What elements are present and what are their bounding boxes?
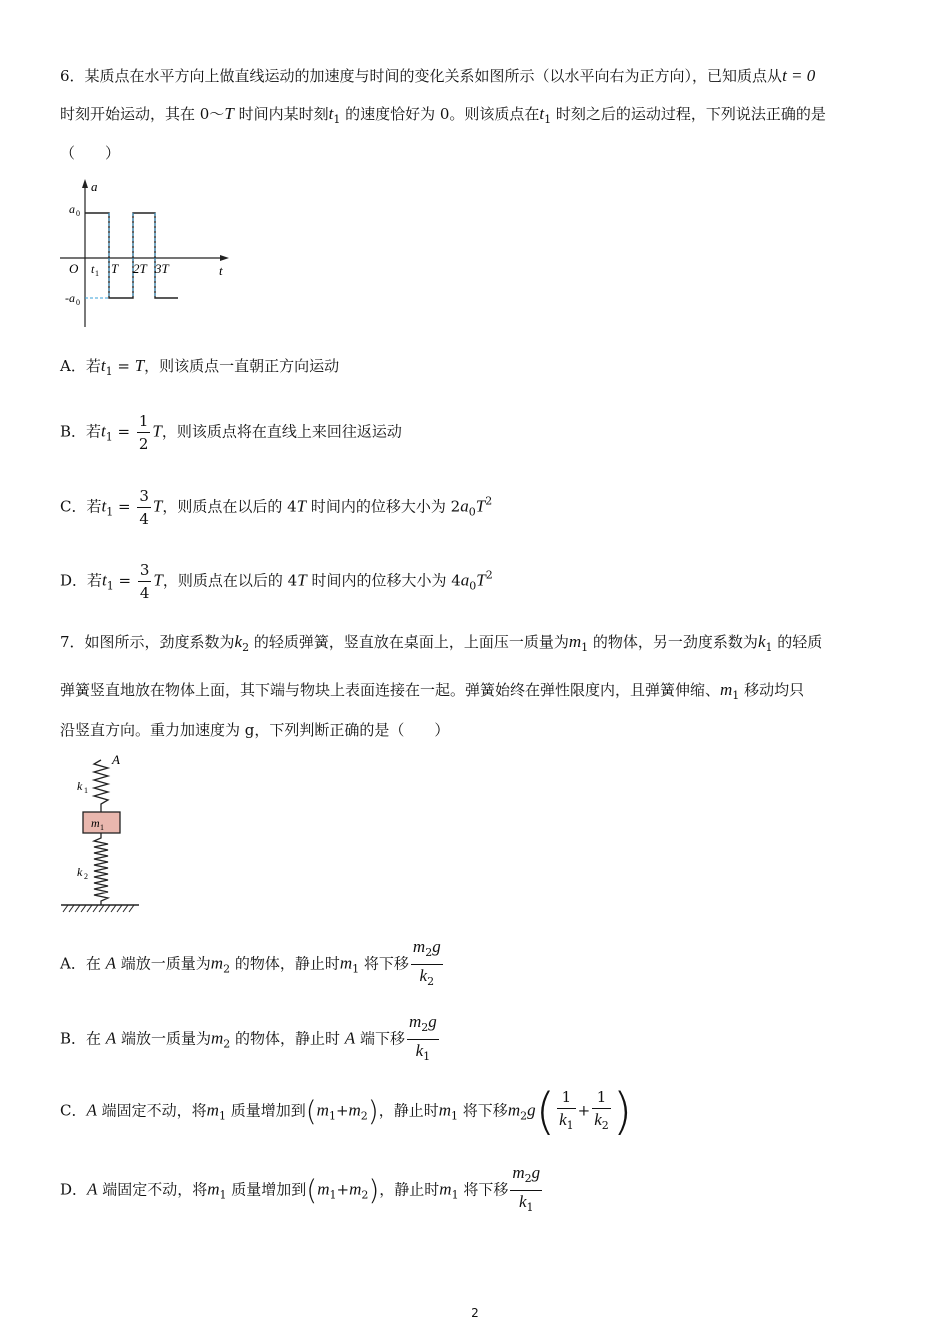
q6-text: 时间内某时刻 — [233, 105, 329, 123]
math-T: T — [152, 496, 163, 516]
option-text: ，则该质点将在直线上来回往返运动 — [161, 422, 402, 441]
math-T: T — [296, 496, 307, 516]
option-text: 质量增加到 — [225, 1101, 306, 1120]
sub: 0 — [469, 579, 477, 593]
sub: 1 — [328, 1109, 336, 1123]
option-text: ，静止时 — [379, 1180, 440, 1199]
equals: = — [112, 357, 135, 375]
paren-close: ) — [368, 1173, 380, 1207]
math-A: A — [344, 1028, 356, 1048]
option-text: 端下移 — [355, 1029, 405, 1048]
math-t: t — [101, 421, 106, 441]
numerator: 1 — [592, 1086, 611, 1109]
math-t: t — [102, 570, 107, 590]
option-text: ，则该质点一直朝正方向运动 — [144, 357, 340, 375]
x-axis-arrow — [220, 255, 229, 261]
origin-label: O — [69, 261, 79, 276]
q6-option-d[interactable] — [60, 559, 493, 604]
math-m: m — [412, 937, 426, 956]
option-text: C．若 — [60, 497, 102, 516]
math-k: k — [419, 966, 428, 985]
q7-option-c[interactable] — [60, 1082, 633, 1141]
math-g: g — [527, 1100, 536, 1120]
math-m: m — [316, 1100, 329, 1120]
q7-text: 沿竖直方向。重力加速度为 g，下列判断正确的是（ ） — [60, 721, 450, 739]
q6-answer-bracket — [60, 143, 120, 163]
sub: 1 — [218, 1109, 226, 1123]
q7-text: 7．如图所示，劲度系数为 — [60, 633, 235, 651]
fraction — [411, 936, 443, 993]
paren-open: ( — [305, 1094, 317, 1128]
sub: 1 — [451, 1188, 459, 1202]
equals: = — [112, 422, 135, 441]
numerator — [407, 1011, 439, 1040]
q7-option-a[interactable] — [60, 936, 445, 993]
math-m: m — [408, 1012, 422, 1031]
sub: 1 — [219, 1188, 227, 1202]
sub: 2 — [361, 1188, 369, 1202]
sub: 2 — [242, 641, 250, 654]
sub: 2 — [223, 1037, 231, 1051]
label-m1: m — [91, 816, 100, 830]
ground-hatch — [63, 905, 134, 912]
math-m: m — [720, 680, 733, 699]
fraction — [138, 559, 152, 604]
denominator — [510, 1191, 542, 1219]
option-text: A．在 — [60, 954, 106, 973]
neg-a0-sub: 0 — [76, 298, 80, 307]
paren-close: ) — [612, 1082, 633, 1141]
a0-label: a — [69, 202, 75, 216]
numerator: 1 — [137, 410, 151, 433]
sub: 1 — [106, 505, 114, 519]
label-k1: k — [77, 779, 83, 793]
sub: 1 — [581, 641, 589, 654]
equals: = — [113, 571, 136, 590]
a0-sub: 0 — [76, 209, 80, 218]
sub: 1 — [106, 579, 114, 593]
math-m: m — [439, 1179, 452, 1199]
label-k1-sub: 1 — [84, 786, 88, 795]
math-k: k — [559, 1110, 567, 1129]
option-text: B．若 — [60, 422, 102, 441]
math-T: T — [297, 570, 307, 590]
sub: 1 — [333, 113, 341, 126]
fraction — [592, 1086, 611, 1137]
x-axis-label: t — [219, 263, 223, 278]
q7-text: 的轻质 — [772, 633, 823, 651]
math-k: k — [594, 1110, 602, 1129]
q6-text: 的速度恰好为 0。则该质点在 — [340, 105, 540, 123]
sub: 1 — [451, 1109, 459, 1123]
option-text: ，则质点在以后的 4 — [162, 571, 298, 590]
q6-math-T: T — [224, 104, 234, 123]
sub: 2 — [360, 1109, 368, 1123]
q6-acceleration-graph — [55, 175, 240, 330]
numerator: 1 — [557, 1086, 576, 1109]
acceleration-waveform — [85, 213, 178, 298]
option-text: A．若 — [60, 357, 101, 375]
math-A: A — [105, 953, 116, 973]
math-m: m — [438, 1100, 452, 1120]
sub: 2 — [524, 1172, 532, 1185]
option-text: 端固定不动，将 — [97, 1180, 208, 1199]
math-T: T — [475, 496, 486, 516]
q6-text: 时刻之后的运动过程，下列说法正确的是 — [551, 105, 826, 123]
math-m: m — [507, 1100, 521, 1120]
q7-stem-line3 — [60, 720, 449, 740]
spring-k2 — [94, 833, 108, 905]
2T-label: 2T — [133, 261, 147, 276]
sub: 1 — [566, 1119, 574, 1132]
option-text: 时间内的位移大小为 4 — [306, 571, 461, 590]
math-T: T — [152, 421, 162, 441]
math-a: a — [460, 496, 469, 516]
denominator: 2 — [138, 435, 149, 453]
label-A: A — [112, 752, 120, 767]
numerator — [510, 1162, 542, 1191]
equals: = — [113, 497, 136, 516]
y-axis-label: a — [91, 179, 98, 194]
math-m: m — [349, 1179, 362, 1199]
q6-math-t1: t — [539, 104, 545, 123]
sub: 1 — [105, 365, 113, 378]
label-k2: k — [77, 865, 83, 879]
math-g: g — [531, 1163, 541, 1182]
q7-text: 的轻质弹簧，竖直放在桌面上，上面压一质量为 — [249, 633, 569, 651]
math-m: m — [512, 1163, 525, 1182]
neg-a0-label: -a — [65, 291, 75, 305]
option-text: 将下移 — [458, 1180, 509, 1199]
math-k: k — [518, 1192, 527, 1211]
sub: 2 — [520, 1109, 528, 1123]
plus: + — [336, 1180, 350, 1199]
label-k2-sub: 2 — [84, 872, 88, 881]
option-text: ，静止时 — [378, 1101, 439, 1120]
q6-math-t1: t — [328, 104, 334, 123]
option-text: 质量增加到 — [226, 1180, 307, 1199]
denominator — [407, 1040, 439, 1068]
numerator: 3 — [138, 559, 152, 582]
sub: 2 — [421, 1021, 429, 1034]
T-label: T — [111, 261, 119, 276]
math-k: k — [234, 632, 243, 651]
denominator: 4 — [139, 584, 150, 602]
math-m: m — [210, 1028, 224, 1048]
fraction — [137, 410, 151, 455]
sub: 1 — [765, 641, 773, 654]
math-A: A — [105, 1028, 117, 1048]
sup: 2 — [485, 568, 493, 582]
option-text: D．若 — [60, 571, 103, 590]
3T-label: 3T — [155, 261, 169, 276]
fraction — [510, 1162, 542, 1219]
q6-option-b[interactable] — [60, 410, 402, 455]
sub: 2 — [425, 946, 433, 959]
q6-text: 6．某质点在水平方向上做直线运动的加速度与时间的变化关系如图所示（以水平向右为正方向），已知质点从 — [60, 67, 783, 85]
math-m: m — [317, 1179, 330, 1199]
math-k: k — [757, 632, 766, 651]
denominator: 4 — [139, 510, 149, 528]
option-text: C． — [60, 1101, 87, 1120]
sub: 2 — [223, 962, 231, 976]
option-text: 的物体，静止时 — [230, 1029, 345, 1048]
math-m: m — [339, 953, 353, 973]
plus: + — [335, 1101, 349, 1120]
q7-spring-diagram — [55, 752, 150, 917]
q7-text: 的物体，另一劲度系数为 — [588, 633, 758, 651]
q7-text: 弹簧竖直地放在物体上面，其下端与物块上表面连接在一起。弹簧始终在弹性限度内，且弹簧伸缩、 — [60, 681, 721, 699]
sub: 1 — [732, 689, 740, 702]
math-g: g — [428, 1012, 437, 1031]
page-number: 2 — [471, 1306, 479, 1320]
math-m: m — [206, 1100, 219, 1120]
y-axis-arrow — [82, 179, 88, 188]
q7-stem-line1 — [60, 632, 822, 658]
sub: 1 — [544, 113, 552, 126]
q7-option-d[interactable] — [60, 1162, 544, 1219]
sub: 1 — [352, 962, 360, 976]
math-m: m — [568, 632, 582, 651]
bracket: （ ） — [60, 144, 121, 162]
math-A: A — [86, 1100, 97, 1120]
option-text: 将下移 — [359, 954, 409, 973]
q6-math-t0: t = 0 — [782, 66, 816, 85]
paren-close: ) — [367, 1094, 379, 1128]
q7-stem-line2 — [60, 680, 804, 706]
option-text: D． — [60, 1180, 88, 1199]
option-text: 的物体，静止时 — [230, 954, 340, 973]
math-a: a — [460, 570, 470, 590]
sub: 1 — [423, 1050, 431, 1063]
q6-stem-line2 — [60, 104, 826, 130]
q7-text: 移动均只 — [739, 681, 805, 699]
q7-option-b[interactable] — [60, 1011, 441, 1068]
t1-sub: 1 — [95, 269, 99, 278]
fraction — [407, 1011, 439, 1068]
option-text: 将下移 — [458, 1101, 508, 1120]
math-A: A — [87, 1179, 98, 1199]
numerator — [411, 936, 443, 965]
math-m: m — [210, 953, 224, 973]
fraction — [557, 1086, 576, 1137]
denominator — [592, 1109, 611, 1137]
numerator: 3 — [137, 485, 151, 508]
denominator — [557, 1109, 576, 1137]
q6-option-c[interactable] — [60, 485, 492, 530]
sub: 1 — [329, 1188, 337, 1202]
option-text: 端放一质量为 — [116, 954, 211, 973]
option-text: 端固定不动，将 — [96, 1101, 207, 1120]
sub: 2 — [427, 975, 435, 988]
sub: 0 — [468, 505, 476, 519]
math-T: T — [476, 570, 486, 590]
q6-option-a[interactable] — [60, 356, 339, 382]
math-t: t — [101, 496, 107, 516]
sub: 1 — [105, 430, 113, 444]
label-m1-sub: 1 — [100, 823, 104, 832]
q6-text: 时刻开始运动，其在 0～ — [60, 105, 225, 123]
sup: 2 — [485, 494, 493, 508]
q6-stem-line1 — [60, 66, 815, 86]
math-T: T — [153, 570, 163, 590]
math-T: T — [134, 356, 145, 375]
math-m: m — [207, 1179, 220, 1199]
option-text: ，则质点在以后的 4 — [162, 497, 297, 516]
math-k: k — [415, 1041, 424, 1060]
math-t: t — [100, 356, 106, 375]
plus: + — [577, 1101, 591, 1120]
sub: 2 — [601, 1119, 609, 1132]
t1-label: t — [91, 262, 95, 276]
math-g: g — [432, 937, 441, 956]
spring-k1 — [94, 760, 108, 812]
option-text: B．在 — [60, 1029, 106, 1048]
option-text: 端放一质量为 — [116, 1029, 211, 1048]
denominator — [411, 965, 443, 993]
paren-open: ( — [306, 1173, 318, 1207]
sub: 1 — [526, 1201, 534, 1214]
option-text: 时间内的位移大小为 2 — [306, 497, 461, 516]
fraction — [137, 485, 151, 530]
math-m: m — [348, 1100, 361, 1120]
paren-open: ( — [535, 1082, 556, 1141]
